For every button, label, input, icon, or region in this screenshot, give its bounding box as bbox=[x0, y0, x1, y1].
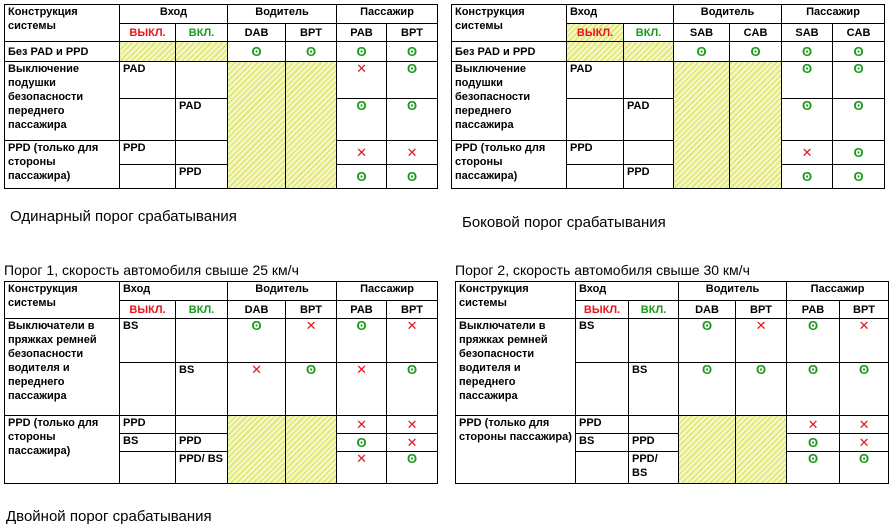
off-icon: ✕ bbox=[228, 363, 286, 416]
off-icon: ✕ bbox=[337, 416, 387, 434]
row-label: PPD (только для стороны пассажира) bbox=[5, 141, 120, 189]
on-icon: ʘ bbox=[337, 99, 387, 141]
on-icon: ʘ bbox=[782, 99, 833, 141]
col-bpt: BPT bbox=[387, 24, 438, 42]
header-driver: Водитель bbox=[228, 5, 337, 24]
on-icon: ʘ bbox=[787, 452, 840, 484]
on-icon: ʘ bbox=[674, 42, 730, 62]
off-icon: ✕ bbox=[337, 452, 387, 484]
col-pab: PAB bbox=[337, 24, 387, 42]
input-on-value: PPD bbox=[176, 165, 228, 189]
header-system: Конструкция системы bbox=[5, 282, 120, 319]
hatched-cell bbox=[286, 416, 337, 484]
col-sab: SAB bbox=[782, 24, 833, 42]
on-icon: ʘ bbox=[286, 363, 337, 416]
on-icon: ʘ bbox=[787, 434, 840, 452]
hatched-cell bbox=[730, 62, 782, 189]
row-label: Выключатели в пряжках ремней безопасности водителя и переднего пассажира bbox=[456, 319, 576, 416]
on-icon: ʘ bbox=[337, 319, 387, 363]
row-label: Без PAD и PPD bbox=[452, 42, 567, 62]
header-driver: Водитель bbox=[228, 282, 337, 301]
header-on: ВКЛ. bbox=[629, 301, 679, 319]
input-on-value: PPD bbox=[624, 165, 674, 189]
on-icon: ʘ bbox=[286, 42, 337, 62]
on-icon: ʘ bbox=[782, 62, 833, 99]
header-passenger: Пассажир bbox=[787, 282, 889, 301]
header-driver: Водитель bbox=[674, 5, 782, 24]
input-off-value: PPD bbox=[120, 416, 176, 434]
off-icon: ✕ bbox=[286, 319, 337, 363]
on-icon: ʘ bbox=[387, 62, 438, 99]
off-icon: ✕ bbox=[840, 319, 889, 363]
on-icon: ʘ bbox=[679, 363, 736, 416]
hatched-cell bbox=[736, 416, 787, 484]
header-input: Вход bbox=[120, 5, 228, 24]
hatched-cell bbox=[674, 62, 730, 189]
col-bpt: BPT bbox=[286, 24, 337, 42]
col-pab: PAB bbox=[337, 301, 387, 319]
hatched-cell bbox=[120, 42, 176, 62]
header-off: ВЫКЛ. bbox=[576, 301, 629, 319]
input-off-value: PPD bbox=[120, 141, 176, 165]
on-icon: ʘ bbox=[833, 99, 885, 141]
header-passenger: Пассажир bbox=[337, 5, 438, 24]
input-on-value: PAD bbox=[176, 99, 228, 141]
on-icon: ʘ bbox=[387, 165, 438, 189]
caption-side-threshold: Боковой порог срабатывания bbox=[462, 214, 666, 231]
col-cab: CAB bbox=[833, 24, 885, 42]
hatched-cell bbox=[228, 416, 286, 484]
on-icon: ʘ bbox=[736, 363, 787, 416]
input-on-value: BS bbox=[176, 363, 228, 416]
on-icon: ʘ bbox=[833, 141, 885, 165]
subtitle-threshold-1: Порог 1, скорость автомобиля свыше 25 км/ч bbox=[4, 262, 299, 278]
row-label: PPD (только для стороны пассажира) bbox=[456, 416, 576, 484]
table-threshold-1 bbox=[4, 281, 438, 484]
off-icon: ✕ bbox=[736, 319, 787, 363]
table-threshold-2 bbox=[455, 281, 889, 484]
header-system: Конструкция системы bbox=[5, 5, 120, 42]
on-icon: ʘ bbox=[387, 42, 438, 62]
header-input: Вход bbox=[120, 282, 228, 301]
on-icon: ʘ bbox=[730, 42, 782, 62]
on-icon: ʘ bbox=[840, 452, 889, 484]
header-input: Вход bbox=[576, 282, 679, 301]
on-icon: ʘ bbox=[387, 99, 438, 141]
off-icon: ✕ bbox=[387, 416, 438, 434]
on-icon: ʘ bbox=[228, 319, 286, 363]
off-icon: ✕ bbox=[337, 363, 387, 416]
input-off-value: BS bbox=[576, 434, 629, 452]
on-icon: ʘ bbox=[387, 363, 438, 416]
on-icon: ʘ bbox=[787, 319, 840, 363]
on-icon: ʘ bbox=[387, 452, 438, 484]
header-on: ВКЛ. bbox=[176, 24, 228, 42]
on-icon: ʘ bbox=[833, 165, 885, 189]
off-icon: ✕ bbox=[387, 319, 438, 363]
on-icon: ʘ bbox=[833, 62, 885, 99]
col-dab: DAB bbox=[228, 301, 286, 319]
subtitle-threshold-2: Порог 2, скорость автомобиля свыше 30 км/ч bbox=[455, 262, 750, 278]
off-icon: ✕ bbox=[840, 434, 889, 452]
on-icon: ʘ bbox=[337, 434, 387, 452]
off-icon: ✕ bbox=[840, 416, 889, 434]
input-on-value: BS bbox=[629, 363, 679, 416]
input-on-value: PPD bbox=[176, 434, 228, 452]
on-icon: ʘ bbox=[833, 42, 885, 62]
input-off-value: BS bbox=[120, 319, 176, 363]
col-bpt: BPT bbox=[286, 301, 337, 319]
header-passenger: Пассажир bbox=[337, 282, 438, 301]
on-icon: ʘ bbox=[787, 363, 840, 416]
hatched-cell bbox=[176, 42, 228, 62]
on-icon: ʘ bbox=[840, 363, 889, 416]
row-label: Выключение подушки безопасности переднего пассажира bbox=[5, 62, 120, 141]
input-off-value: BS bbox=[120, 434, 176, 452]
col-bpt: BPT bbox=[840, 301, 889, 319]
col-dab: DAB bbox=[228, 24, 286, 42]
on-icon: ʘ bbox=[337, 42, 387, 62]
hatched-cell bbox=[679, 416, 736, 484]
on-icon: ʘ bbox=[782, 165, 833, 189]
input-on-value: PPD/ BS bbox=[176, 452, 228, 484]
row-label: PPD (только для стороны пассажира) bbox=[5, 416, 120, 484]
col-cab: CAB bbox=[730, 24, 782, 42]
off-icon: ✕ bbox=[787, 416, 840, 434]
hatched-cell bbox=[567, 42, 624, 62]
row-label: Выключение подушки безопасности переднего пассажира bbox=[452, 62, 567, 141]
col-sab: SAB bbox=[674, 24, 730, 42]
row-label: Выключатели в пряжках ремней безопасности водителя и переднего пассажира bbox=[5, 319, 120, 416]
off-icon: ✕ bbox=[782, 141, 833, 165]
on-icon: ʘ bbox=[228, 42, 286, 62]
header-driver: Водитель bbox=[679, 282, 787, 301]
off-icon: ✕ bbox=[387, 141, 438, 165]
on-icon: ʘ bbox=[679, 319, 736, 363]
header-system: Конструкция системы bbox=[452, 5, 567, 42]
input-off-value: BS bbox=[576, 319, 629, 363]
row-label: PPD (только для стороны пассажира) bbox=[452, 141, 567, 189]
header-off: ВЫКЛ. bbox=[120, 301, 176, 319]
header-on: ВКЛ. bbox=[624, 24, 674, 42]
hatched-cell bbox=[286, 62, 337, 189]
header-off: ВЫКЛ. bbox=[120, 24, 176, 42]
input-off-value: PPD bbox=[567, 141, 624, 165]
on-icon: ʘ bbox=[337, 165, 387, 189]
on-icon: ʘ bbox=[782, 42, 833, 62]
col-dab: DAB bbox=[679, 301, 736, 319]
header-on: ВКЛ. bbox=[176, 301, 228, 319]
input-off-value: PAD bbox=[120, 62, 176, 99]
table-single-threshold bbox=[4, 4, 438, 189]
hatched-cell bbox=[624, 42, 674, 62]
header-passenger: Пассажир bbox=[782, 5, 885, 24]
input-off-value: PAD bbox=[567, 62, 624, 99]
header-system: Конструкция системы bbox=[456, 282, 576, 319]
off-icon: ✕ bbox=[387, 434, 438, 452]
off-icon: ✕ bbox=[337, 62, 387, 99]
input-on-value: PPD/ BS bbox=[629, 452, 679, 484]
table-side-threshold bbox=[451, 4, 885, 189]
hatched-cell bbox=[228, 62, 286, 189]
header-off: ВЫКЛ. bbox=[567, 24, 624, 42]
off-icon: ✕ bbox=[337, 141, 387, 165]
row-label: Без PAD и PPD bbox=[5, 42, 120, 62]
input-off-value: PPD bbox=[576, 416, 629, 434]
col-pab: PAB bbox=[787, 301, 840, 319]
header-input: Вход bbox=[567, 5, 674, 24]
caption-single-threshold: Одинарный порог срабатывания bbox=[10, 208, 237, 225]
col-bpt: BPT bbox=[736, 301, 787, 319]
input-on-value: PPD bbox=[629, 434, 679, 452]
caption-double-threshold: Двойной порог срабатывания bbox=[6, 508, 212, 525]
col-bpt: BPT bbox=[387, 301, 438, 319]
input-on-value: PAD bbox=[624, 99, 674, 141]
